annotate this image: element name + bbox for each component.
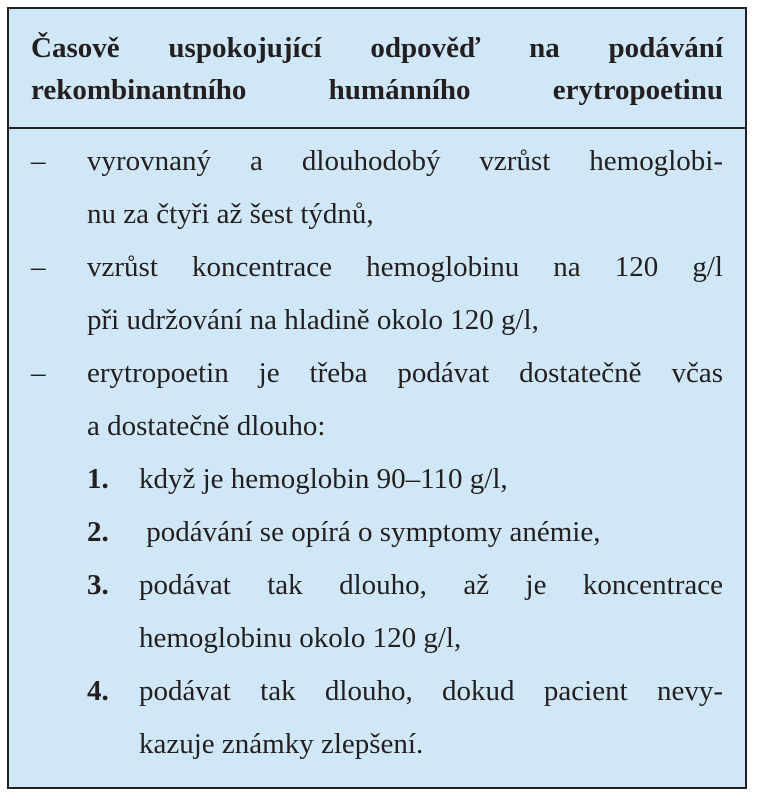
numbered-item-line-2: kazuje známky zlepšení. [139, 728, 424, 760]
item-number: 2. [87, 516, 109, 548]
list-item-line-1: vyrovnaný a dlouhodobý vzrůst hemoglobi- [87, 145, 723, 177]
list-item [9, 347, 745, 453]
list-item-line-1: vzrůst koncentrace hemoglobinu na 120 g/l [87, 251, 723, 283]
dash-bullet: – [31, 357, 46, 389]
item-number: 1. [87, 463, 109, 495]
box-title-line-2: rekombinantního humánního erytropoetinu [31, 74, 723, 106]
item-number: 4. [87, 675, 109, 707]
numbered-item [9, 506, 745, 559]
box-title-line-1: Časově uspokojující odpověď na podávání [31, 32, 723, 64]
numbered-item-line-1: když je hemoglobin 90–110 g/l, [139, 463, 508, 495]
dash-bullet: – [31, 145, 46, 177]
list-item-line-2: nu za čtyři až šest týdnů, [87, 198, 374, 230]
numbered-item-line-1: podávat tak dlouho, až je koncentrace [139, 569, 723, 601]
numbered-item-line-1: podávání se opírá o symptomy anémie, [139, 516, 601, 548]
list-item [9, 135, 745, 241]
list-item-line-1: erytropoetin je třeba podávat dostatečně včas [87, 357, 723, 389]
dash-bullet: – [31, 251, 46, 283]
numbered-item [9, 559, 745, 665]
item-number: 3. [87, 569, 109, 601]
list-item-line-2: a dostatečně dlouho: [87, 410, 326, 442]
box-header [9, 9, 745, 129]
list-item-line-2: při udržování na hladině okolo 120 g/l, [87, 304, 539, 336]
list-item [9, 241, 745, 347]
info-box [7, 7, 747, 789]
box-title [31, 27, 723, 111]
numbered-item [9, 453, 745, 506]
box-content [9, 129, 745, 771]
numbered-item-line-1: podávat tak dlouho, dokud pacient nevy- [139, 675, 723, 707]
numbered-item-line-2: hemoglobinu okolo 120 g/l, [139, 622, 462, 654]
numbered-item [9, 665, 745, 771]
